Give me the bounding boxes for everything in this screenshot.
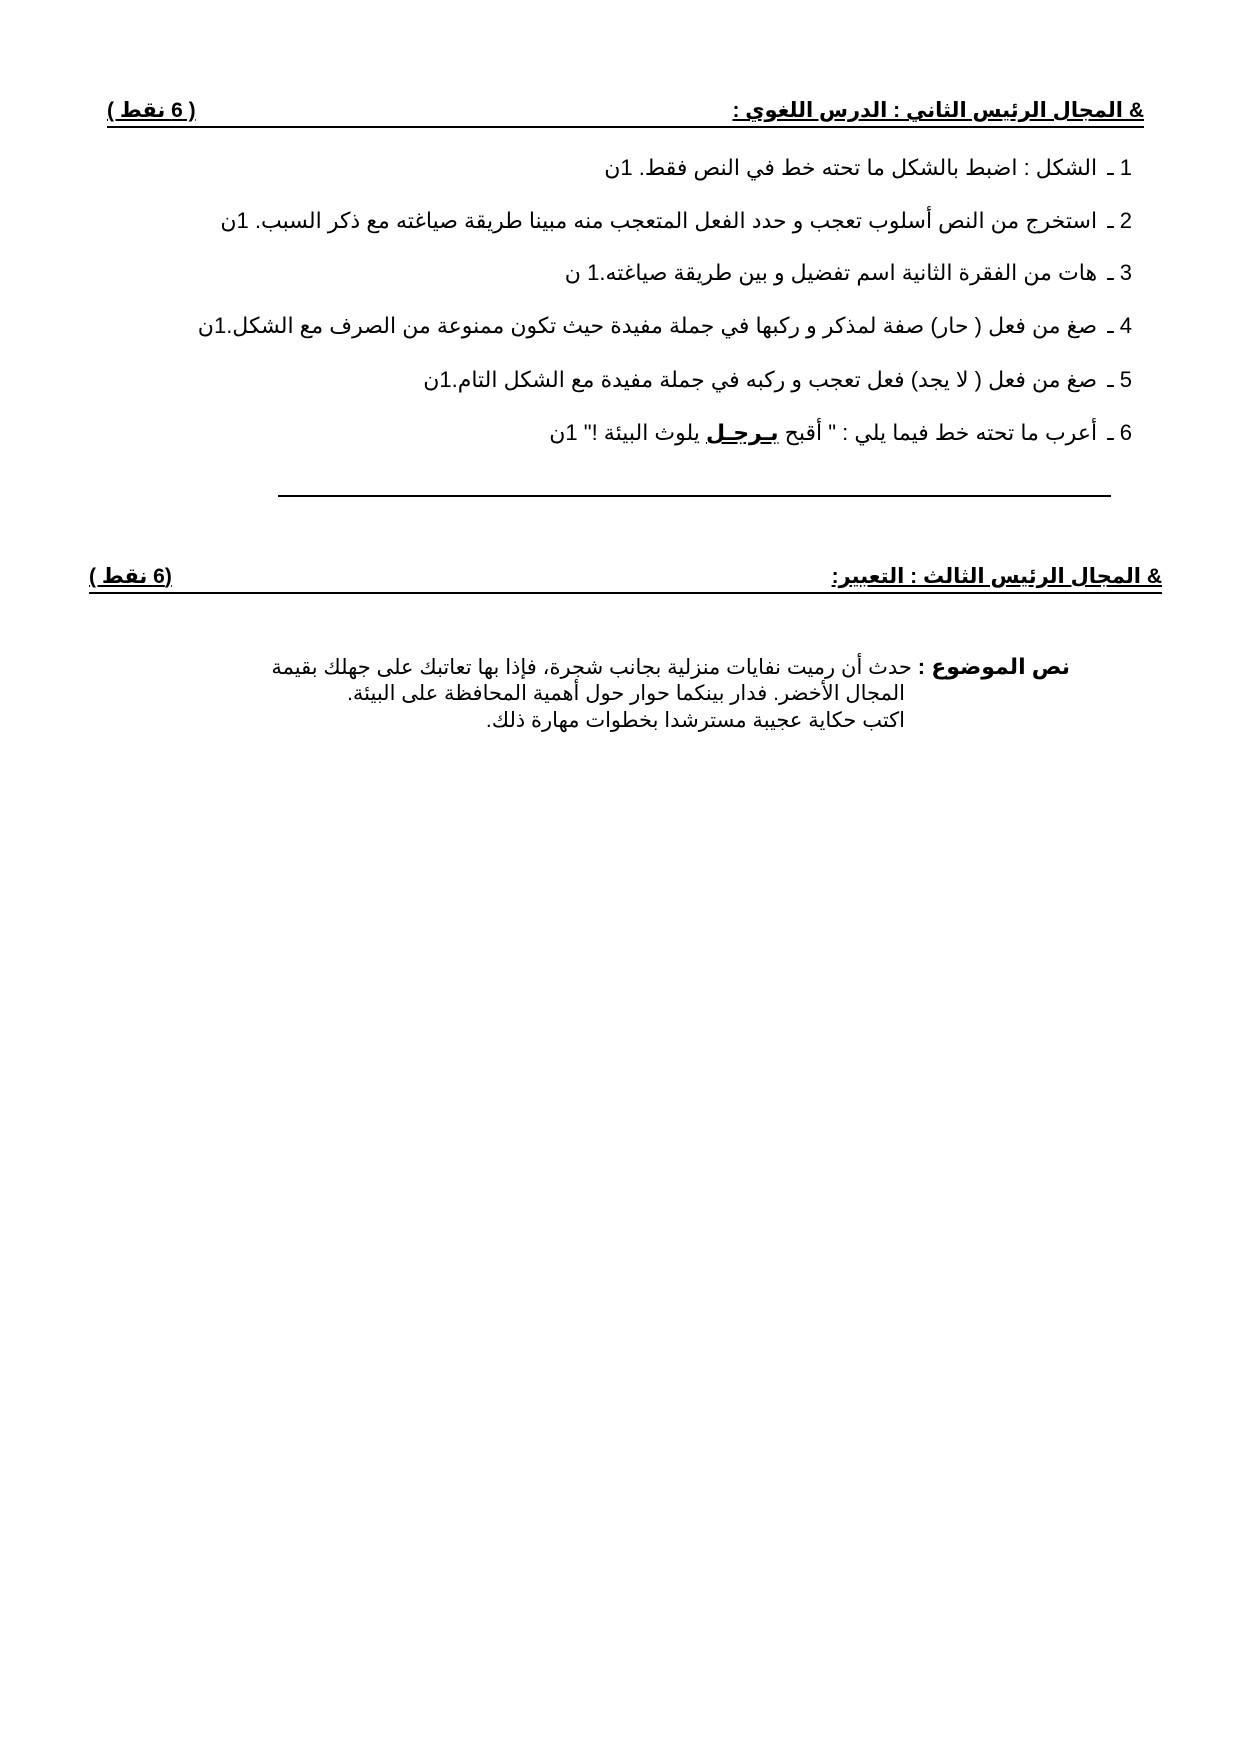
section3-title: & المجال الرئيس الثالث : التعبير: [831,565,1162,588]
question-4 [198,311,1132,341]
question-6 [549,418,1132,448]
question-3 [565,258,1132,288]
question-number: 1 ـ [1107,155,1132,180]
question-number: 2 ـ [1107,208,1132,233]
question-text: صغ من فعل ( حار) صفة لمذكر و ركبها في جملة مفيدة حيث تكون ممنوعة من الصرف مع الشكل.1ن [197,313,1098,338]
question-text: الشكل : اضبط بالشكل ما تحته خط في النص فقط. 1ن [604,155,1098,180]
section3-header [89,562,1162,594]
underlined-word: بـرجـل [706,420,779,445]
section3-points: (6 نقط ) [89,565,172,588]
section2-points: ( 6 نقط ) [107,99,196,122]
question-1 [604,153,1132,183]
question-text: استخرج من النص أسلوب تعجب و حدد الفعل المتعجب منه مبينا طريقة صياغته مع ذكر السبب. 1ن [220,208,1098,233]
section2-header [107,96,1144,128]
section-separator [278,495,1111,497]
question-number: 6 ـ [1107,420,1132,445]
question-number: 5 ـ [1107,367,1132,392]
question-number: 4 ـ [1107,313,1132,338]
question-5 [423,365,1132,395]
question-text: صغ من فعل ( لا يجد) فعل تعجب و ركبه في جملة مفيدة مع الشكل التام.1ن [423,367,1098,392]
topic-line-1 [271,653,1070,681]
topic-line-2 [347,680,905,707]
question-number: 3 ـ [1107,260,1132,285]
topic-text-1: حدث أن رميت نفايات منزلية بجانب شجرة، فإذا بها تعاتبك على جهلك بقيمة [271,656,912,679]
question-text-after: يلوث البيئة !" 1ن [549,420,707,445]
topic-text-3: اكتب حكاية عجيبة مسترشدا بخطوات مهارة ذلك. [485,709,905,732]
question-text: هات من الفقرة الثانية اسم تفضيل و بين طريقة صياغته.1 ن [564,260,1098,285]
topic-label: نص الموضوع : [917,654,1070,679]
topic-text-2: المجال الأخضر. فدار بينكما حوار حول أهمية المحافظة على البيئة. [347,682,905,705]
question-2 [220,206,1132,236]
topic-line-3 [486,707,905,734]
question-text-before: أعرب ما تحته خط فيما يلي : " أقبح [778,420,1098,445]
section2-title: & المجال الرئيس الثاني : الدرس اللغوي : [732,99,1144,122]
